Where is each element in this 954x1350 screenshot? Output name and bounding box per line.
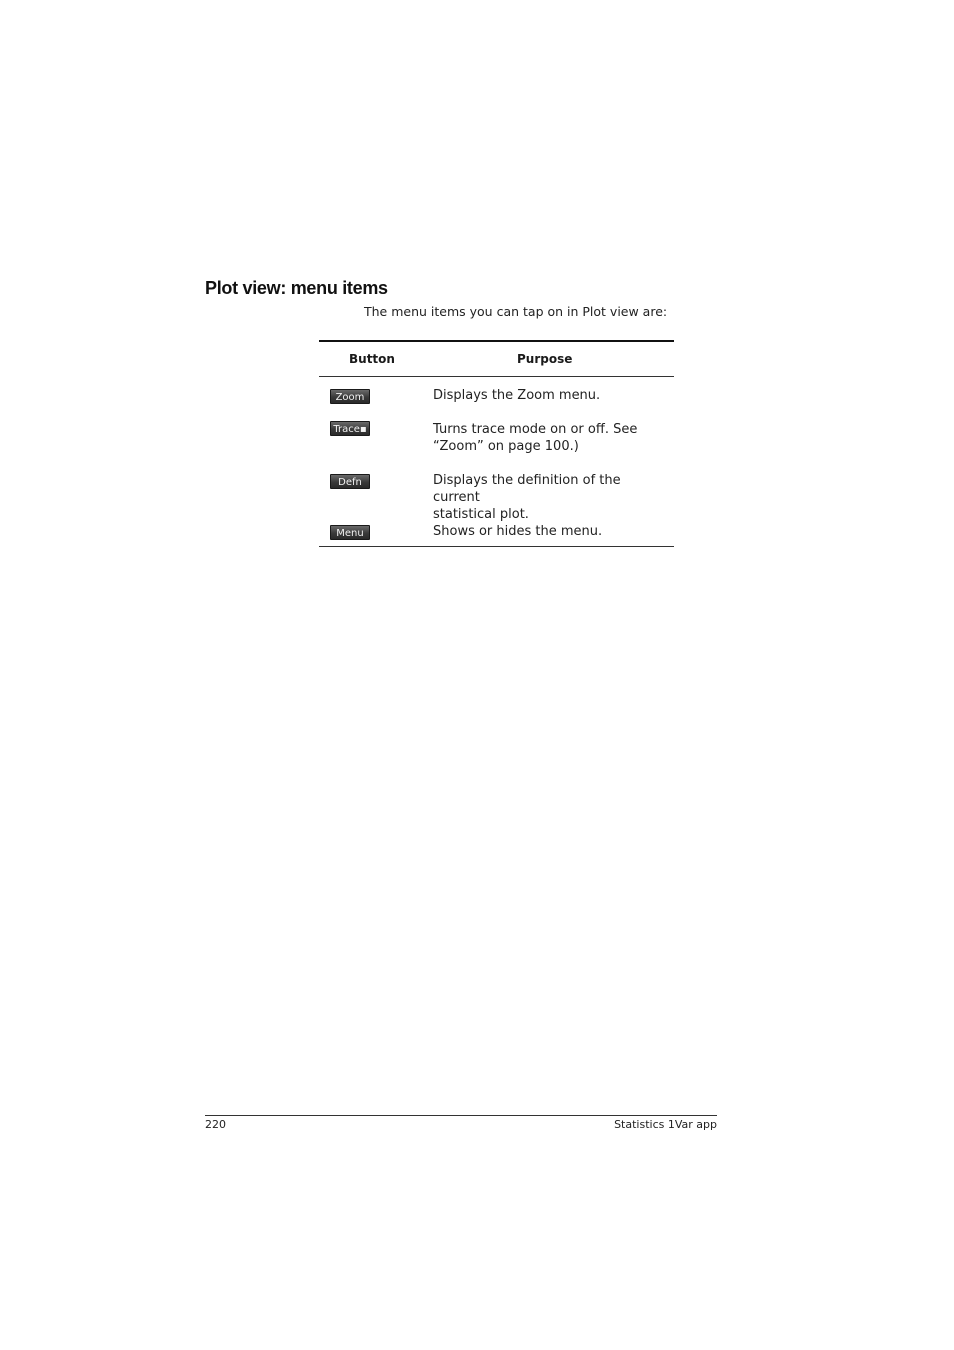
defn-purpose <box>433 472 668 523</box>
menu-items-table <box>319 340 674 547</box>
trace-purpose <box>433 421 668 455</box>
trace-softkey-button: Trace▪ <box>330 421 370 436</box>
intro-text: The menu items you can tap on in Plot view are: <box>364 304 668 319</box>
header-purpose: Purpose <box>517 352 573 366</box>
purpose-line: Displays the Zoom menu. <box>433 388 601 403</box>
purpose-line: Turns trace mode on or off. See <box>433 422 638 437</box>
purpose-line: Displays the definition of the current <box>433 473 621 505</box>
section-title: Plot view: menu items <box>205 278 388 298</box>
menu-purpose <box>433 523 668 540</box>
zoom-purpose <box>433 387 668 404</box>
defn-softkey-button: Defn <box>330 474 370 489</box>
page-number: 220 <box>205 1118 226 1131</box>
header-button: Button <box>349 352 395 366</box>
purpose-line: statistical plot. <box>433 507 529 522</box>
purpose-line: Shows or hides the menu. <box>433 524 603 539</box>
zoom-softkey-button: Zoom <box>330 389 370 404</box>
purpose-line: “Zoom” on page 100.) <box>433 439 579 454</box>
menu-softkey-button: Menu <box>330 525 370 540</box>
running-footer-title: Statistics 1Var app <box>614 1118 717 1131</box>
footer-rule <box>205 1115 717 1116</box>
table-body <box>319 377 674 546</box>
table-header <box>319 342 674 377</box>
